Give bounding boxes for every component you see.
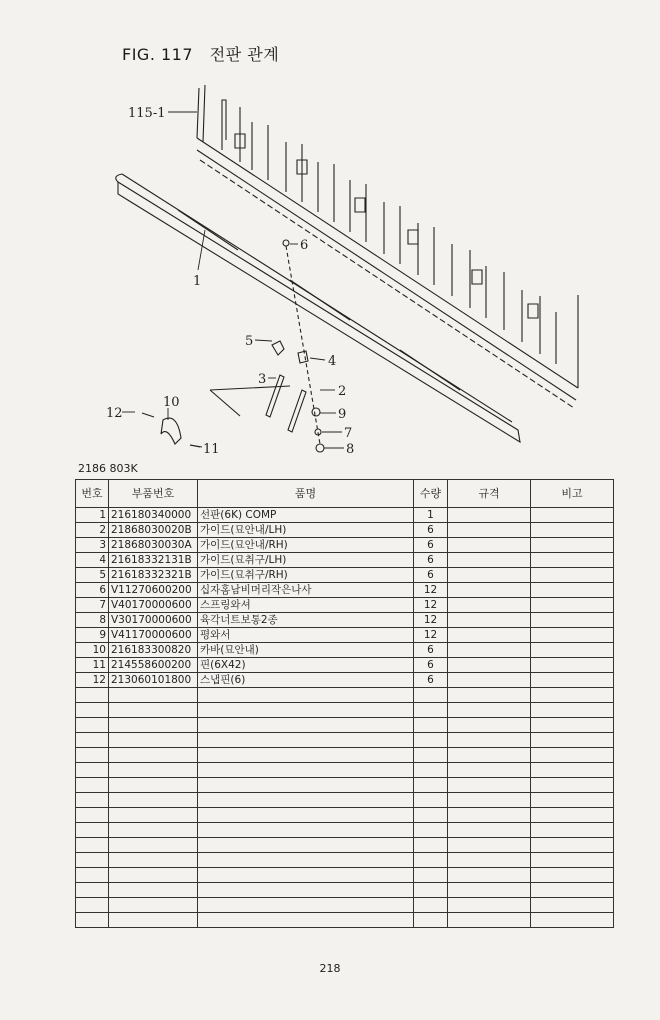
callout-3: 3 <box>258 372 267 387</box>
empty-cell <box>76 688 109 703</box>
empty-cell <box>414 868 448 883</box>
empty-cell <box>109 778 198 793</box>
empty-cell <box>76 718 109 733</box>
table-row-empty <box>76 703 614 718</box>
empty-cell <box>76 853 109 868</box>
empty-cell <box>531 718 614 733</box>
empty-cell <box>448 793 531 808</box>
callout-7: 7 <box>344 426 353 441</box>
empty-cell <box>531 898 614 913</box>
part-name-cell: 십자홈남비머리작은나사 <box>198 583 414 598</box>
part-number-cell: 216180340000 <box>109 508 198 523</box>
empty-cell <box>109 913 198 928</box>
table-header-row <box>76 480 614 508</box>
empty-cell <box>109 808 198 823</box>
table-row-empty <box>76 763 614 778</box>
empty-cell <box>448 913 531 928</box>
table-row <box>76 643 614 658</box>
callout-4: 4 <box>328 354 337 369</box>
empty-cell <box>76 838 109 853</box>
empty-cell <box>109 868 198 883</box>
empty-cell <box>448 838 531 853</box>
note-cell <box>531 538 614 553</box>
table-row-empty <box>76 793 614 808</box>
part-name-cell: 선판(6K) COMP <box>198 508 414 523</box>
exploded-parts-diagram <box>0 70 660 465</box>
spec-cell <box>448 568 531 583</box>
empty-cell <box>109 748 198 763</box>
empty-cell <box>448 868 531 883</box>
quantity-cell: 6 <box>414 523 448 538</box>
empty-cell <box>448 718 531 733</box>
row-number-cell: 8 <box>76 613 109 628</box>
table-row-empty <box>76 688 614 703</box>
callout-2: 2 <box>338 384 347 399</box>
empty-cell <box>531 793 614 808</box>
empty-cell <box>109 838 198 853</box>
part-name-cell: 가이드(묘취구/RH) <box>198 568 414 583</box>
empty-cell <box>531 868 614 883</box>
spec-cell <box>448 508 531 523</box>
table-row <box>76 508 614 523</box>
empty-cell <box>198 793 414 808</box>
empty-cell <box>414 763 448 778</box>
empty-cell <box>448 883 531 898</box>
empty-cell <box>198 733 414 748</box>
parts-table <box>75 479 614 928</box>
note-cell <box>531 658 614 673</box>
empty-cell <box>109 733 198 748</box>
empty-cell <box>76 808 109 823</box>
empty-cell <box>109 763 198 778</box>
quantity-cell: 12 <box>414 613 448 628</box>
quantity-cell: 1 <box>414 508 448 523</box>
row-number-cell: 11 <box>76 658 109 673</box>
table-row <box>76 673 614 688</box>
row-number-cell: 7 <box>76 598 109 613</box>
spec-cell <box>448 553 531 568</box>
empty-cell <box>198 853 414 868</box>
row-number-cell: 6 <box>76 583 109 598</box>
part-number-cell: 21868030030A <box>109 538 198 553</box>
empty-cell <box>448 853 531 868</box>
board-115-1 <box>197 85 578 408</box>
empty-cell <box>76 733 109 748</box>
empty-cell <box>531 763 614 778</box>
spec-cell <box>448 673 531 688</box>
quantity-cell: 6 <box>414 658 448 673</box>
empty-cell <box>448 808 531 823</box>
empty-cell <box>109 898 198 913</box>
part-name-cell: 가이드(묘안내/RH) <box>198 538 414 553</box>
row-number-cell: 4 <box>76 553 109 568</box>
spec-cell <box>448 628 531 643</box>
empty-cell <box>414 718 448 733</box>
part-number-cell: 21618332321B <box>109 568 198 583</box>
empty-cell <box>109 793 198 808</box>
empty-cell <box>198 883 414 898</box>
empty-cell <box>414 898 448 913</box>
empty-cell <box>198 868 414 883</box>
callout-12: 12 <box>106 406 123 421</box>
row-number-cell: 5 <box>76 568 109 583</box>
empty-cell <box>198 703 414 718</box>
empty-cell <box>531 883 614 898</box>
empty-cell <box>76 898 109 913</box>
empty-cell <box>76 748 109 763</box>
callout-8: 8 <box>346 442 355 457</box>
empty-cell <box>414 733 448 748</box>
table-row <box>76 583 614 598</box>
part-name-cell: 카바(묘안내) <box>198 643 414 658</box>
table-row-empty <box>76 778 614 793</box>
row-number-cell: 9 <box>76 628 109 643</box>
quantity-cell: 12 <box>414 628 448 643</box>
quantity-cell: 6 <box>414 553 448 568</box>
callout-6: 6 <box>300 238 309 253</box>
part-number-cell: 21868030020B <box>109 523 198 538</box>
empty-cell <box>448 703 531 718</box>
part-name-cell: 평와서 <box>198 628 414 643</box>
empty-cell <box>414 883 448 898</box>
part-number-cell: V30170000600 <box>109 613 198 628</box>
row-number-cell: 2 <box>76 523 109 538</box>
row-number-cell: 1 <box>76 508 109 523</box>
quantity-cell: 6 <box>414 673 448 688</box>
empty-cell <box>531 688 614 703</box>
empty-cell <box>448 898 531 913</box>
header-quantity: 수량 <box>414 480 448 508</box>
empty-cell <box>414 778 448 793</box>
note-cell <box>531 568 614 583</box>
empty-cell <box>531 733 614 748</box>
part-name-cell: 스냅핀(6) <box>198 673 414 688</box>
empty-cell <box>76 703 109 718</box>
part-name-cell: 핀(6X42) <box>198 658 414 673</box>
empty-cell <box>109 853 198 868</box>
table-row <box>76 523 614 538</box>
empty-cell <box>531 913 614 928</box>
callout-115-1: 115-1 <box>128 106 166 121</box>
small-parts <box>142 240 324 452</box>
part-name-cell: 가이드(묘안내/LH) <box>198 523 414 538</box>
header-part-name: 품명 <box>198 480 414 508</box>
callout-11: 11 <box>203 442 220 457</box>
empty-cell <box>76 793 109 808</box>
empty-cell <box>198 898 414 913</box>
empty-cell <box>109 703 198 718</box>
table-row <box>76 568 614 583</box>
empty-cell <box>531 853 614 868</box>
spec-cell <box>448 538 531 553</box>
table-row-empty <box>76 913 614 928</box>
note-cell <box>531 583 614 598</box>
empty-cell <box>198 718 414 733</box>
header-note: 비고 <box>531 480 614 508</box>
empty-cell <box>414 793 448 808</box>
quantity-cell: 6 <box>414 643 448 658</box>
empty-cell <box>76 823 109 838</box>
table-row-empty <box>76 823 614 838</box>
empty-cell <box>198 838 414 853</box>
empty-cell <box>198 688 414 703</box>
header-part-number: 부품번호 <box>109 480 198 508</box>
quantity-cell: 6 <box>414 568 448 583</box>
spec-cell <box>448 523 531 538</box>
part-name-cell: 가이드(묘취구/LH) <box>198 553 414 568</box>
table-row-empty <box>76 838 614 853</box>
spec-cell <box>448 658 531 673</box>
empty-cell <box>109 823 198 838</box>
callout-5: 5 <box>245 334 254 349</box>
table-row-empty <box>76 718 614 733</box>
table-row-empty <box>76 748 614 763</box>
table-row-empty <box>76 883 614 898</box>
empty-cell <box>76 913 109 928</box>
quantity-cell: 12 <box>414 583 448 598</box>
empty-cell <box>448 763 531 778</box>
callout-9: 9 <box>338 407 347 422</box>
empty-cell <box>198 823 414 838</box>
empty-cell <box>531 703 614 718</box>
row-number-cell: 10 <box>76 643 109 658</box>
spec-cell <box>448 583 531 598</box>
note-cell <box>531 598 614 613</box>
table-row-empty <box>76 898 614 913</box>
callout-10: 10 <box>163 395 180 410</box>
part-number-cell: V11270600200 <box>109 583 198 598</box>
empty-cell <box>414 853 448 868</box>
note-cell <box>531 628 614 643</box>
parts-table-body <box>76 508 614 928</box>
part-number-cell: V40170000600 <box>109 598 198 613</box>
part-number-cell: 216183300820 <box>109 643 198 658</box>
callout-1: 1 <box>193 274 202 289</box>
empty-cell <box>414 823 448 838</box>
note-cell <box>531 553 614 568</box>
empty-cell <box>448 778 531 793</box>
empty-cell <box>198 748 414 763</box>
empty-cell <box>531 838 614 853</box>
empty-cell <box>531 808 614 823</box>
catalog-code: 2186 803K <box>78 462 138 475</box>
part-number-cell: 214558600200 <box>109 658 198 673</box>
empty-cell <box>76 778 109 793</box>
spec-cell <box>448 613 531 628</box>
table-row-empty <box>76 868 614 883</box>
page-number: 218 <box>319 962 341 975</box>
empty-cell <box>414 913 448 928</box>
row-number-cell: 12 <box>76 673 109 688</box>
empty-cell <box>76 868 109 883</box>
empty-cell <box>414 688 448 703</box>
spec-cell <box>448 643 531 658</box>
leader-lines <box>122 112 347 448</box>
empty-cell <box>198 913 414 928</box>
part-number-cell: 213060101800 <box>109 673 198 688</box>
note-cell <box>531 643 614 658</box>
note-cell <box>531 508 614 523</box>
empty-cell <box>531 823 614 838</box>
empty-cell <box>414 703 448 718</box>
spec-cell <box>448 598 531 613</box>
empty-cell <box>198 778 414 793</box>
quantity-cell: 12 <box>414 598 448 613</box>
empty-cell <box>109 718 198 733</box>
row-number-cell: 3 <box>76 538 109 553</box>
empty-cell <box>76 763 109 778</box>
empty-cell <box>414 808 448 823</box>
note-cell <box>531 673 614 688</box>
empty-cell <box>414 748 448 763</box>
empty-cell <box>448 733 531 748</box>
empty-cell <box>198 763 414 778</box>
quantity-cell: 6 <box>414 538 448 553</box>
table-row <box>76 628 614 643</box>
empty-cell <box>448 823 531 838</box>
part-number-cell: 21618332131B <box>109 553 198 568</box>
table-row <box>76 598 614 613</box>
figure-label: FIG. 117 <box>122 45 194 64</box>
part-number-cell: V41170000600 <box>109 628 198 643</box>
table-row <box>76 553 614 568</box>
table-row-empty <box>76 808 614 823</box>
header-no: 번호 <box>76 480 109 508</box>
table-row <box>76 658 614 673</box>
table-row <box>76 613 614 628</box>
part-name-cell: 육각너트보통2종 <box>198 613 414 628</box>
note-cell <box>531 613 614 628</box>
empty-cell <box>109 688 198 703</box>
part-name-cell: 스프링와셔 <box>198 598 414 613</box>
table-row-empty <box>76 733 614 748</box>
note-cell <box>531 523 614 538</box>
empty-cell <box>198 808 414 823</box>
empty-cell <box>76 883 109 898</box>
empty-cell <box>448 748 531 763</box>
figure-title-text: 전판 관계 <box>209 45 280 64</box>
table-row <box>76 538 614 553</box>
empty-cell <box>531 778 614 793</box>
empty-cell <box>109 883 198 898</box>
empty-cell <box>448 688 531 703</box>
table-row-empty <box>76 853 614 868</box>
figure-title <box>122 42 279 65</box>
header-spec: 규격 <box>448 480 531 508</box>
empty-cell <box>414 838 448 853</box>
empty-cell <box>531 748 614 763</box>
